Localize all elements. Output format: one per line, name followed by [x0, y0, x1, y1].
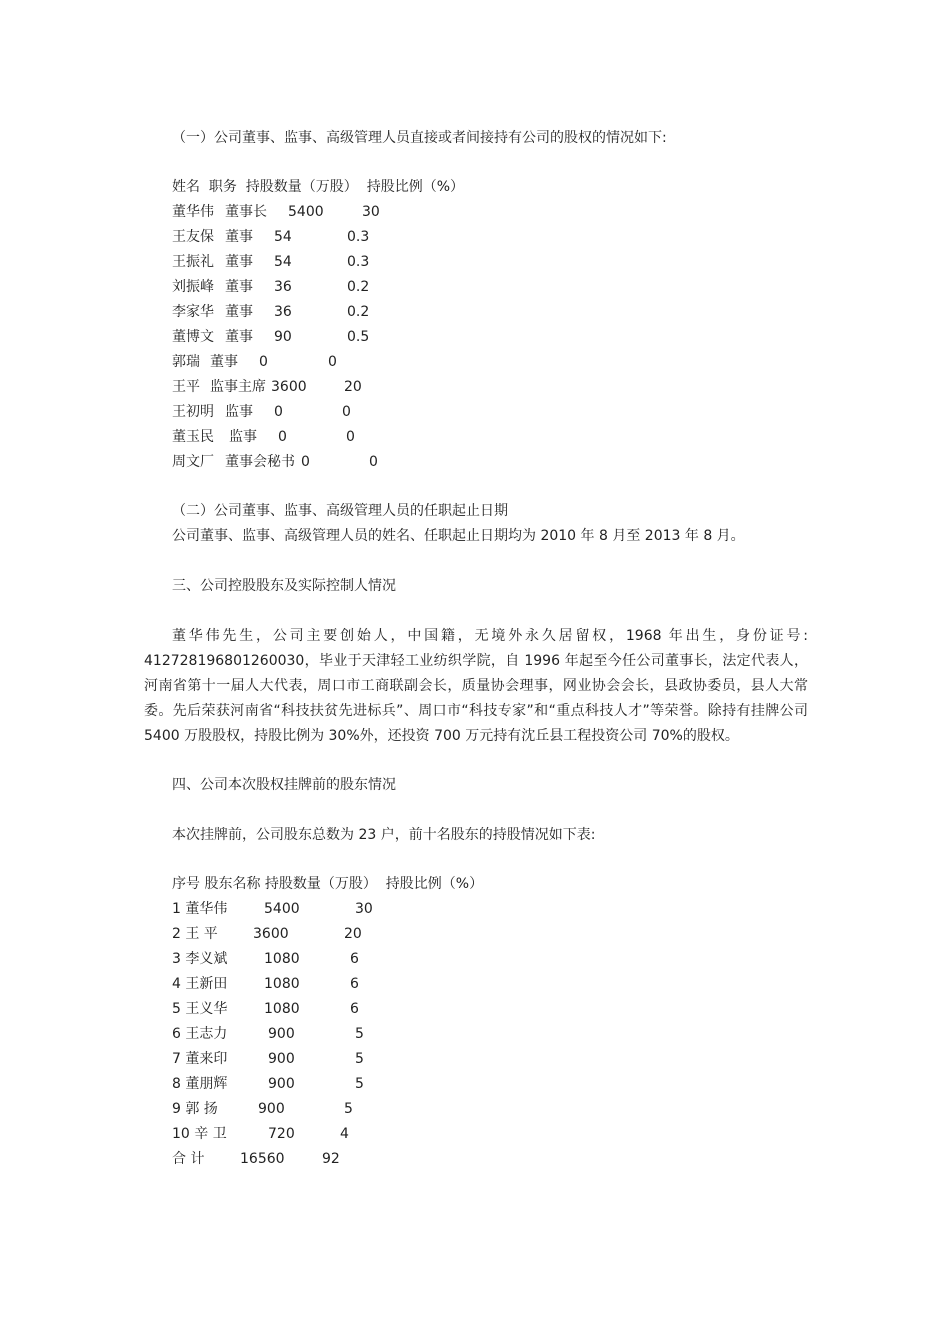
holder-name: 周文厂 [172, 454, 214, 470]
holder-role: 董事 [225, 254, 253, 270]
holder-role: 董事 [225, 329, 253, 345]
shareholder-shares: 1080 [264, 1001, 300, 1017]
shareholder-shares: 900 [268, 1026, 295, 1042]
holder-shares: 54 [274, 254, 292, 270]
shareholder-pct: 6 [350, 1001, 359, 1017]
holder-pct: 30 [362, 204, 380, 220]
section4-table-header: 序号 股东名称 持股数量（万股） 持股比例（%） [172, 876, 484, 892]
holder-pct: 0 [346, 429, 355, 445]
shareholder-pct: 6 [350, 976, 359, 992]
section4-heading: 四、公司本次股权挂牌前的股东情况 [172, 777, 396, 793]
shareholder-pct: 5 [355, 1051, 364, 1067]
holder-pct: 0.5 [347, 329, 370, 345]
holder-role: 董事 [210, 354, 238, 370]
shareholder-shares: 5400 [264, 901, 300, 917]
shareholder-pct: 5 [355, 1076, 364, 1092]
shareholder-shares: 3600 [253, 926, 289, 942]
holder-pct: 0.3 [347, 254, 370, 270]
holder-name: 董博文 [172, 329, 214, 345]
shareholder-shares: 720 [268, 1126, 295, 1142]
shareholder-shares: 1080 [264, 951, 300, 967]
holder-name: 王振礼 [172, 254, 214, 270]
shareholder-shares: 900 [268, 1076, 295, 1092]
total-shares: 16560 [240, 1151, 285, 1167]
shareholder-name: 7 董来印 [172, 1051, 228, 1067]
holder-name: 董华伟 [172, 204, 214, 220]
holder-shares: 0 [259, 354, 268, 370]
holder-role: 董事长 [225, 204, 267, 220]
section2-heading: （二）公司董事、监事、高级管理人员的任职起止日期 [172, 503, 508, 519]
holder-role: 监事主席 [210, 379, 266, 395]
holder-pct: 0.3 [347, 229, 370, 245]
holder-role: 监事 [229, 429, 257, 445]
holder-shares: 3600 [271, 379, 307, 395]
total-pct: 92 [322, 1151, 340, 1167]
shareholder-name: 4 王新田 [172, 976, 228, 992]
holder-role: 董事会秘书 [225, 454, 295, 470]
shareholder-shares: 900 [268, 1051, 295, 1067]
holder-name: 李家华 [172, 304, 214, 320]
holder-pct: 20 [344, 379, 362, 395]
shareholder-shares: 900 [258, 1101, 285, 1117]
holder-pct: 0.2 [347, 304, 370, 320]
shareholder-pct: 4 [340, 1126, 349, 1142]
holder-shares: 0 [278, 429, 287, 445]
shareholder-pct: 6 [350, 951, 359, 967]
shareholder-name: 6 王志力 [172, 1026, 228, 1042]
shareholder-name: 3 李义斌 [172, 951, 228, 967]
shareholder-pct: 20 [344, 926, 362, 942]
shareholder-name: 2 王 平 [172, 926, 218, 942]
holder-shares: 0 [301, 454, 310, 470]
holder-name: 王友保 [172, 229, 214, 245]
section3-heading: 三、公司控股股东及实际控制人情况 [172, 578, 396, 594]
holder-shares: 0 [274, 404, 283, 420]
shareholder-shares: 1080 [264, 976, 300, 992]
holder-pct: 0.2 [347, 279, 370, 295]
shareholder-pct: 5 [344, 1101, 353, 1117]
holder-shares: 90 [274, 329, 292, 345]
shareholder-name: 10 辛 卫 [172, 1126, 227, 1142]
shareholder-pct: 5 [355, 1026, 364, 1042]
holder-name: 董玉民 [172, 429, 214, 445]
holder-name: 王平 [172, 379, 200, 395]
shareholder-name: 5 王义华 [172, 1001, 228, 1017]
holder-pct: 0 [342, 404, 351, 420]
holder-shares: 5400 [288, 204, 324, 220]
holder-role: 监事 [225, 404, 253, 420]
holder-name: 郭瑞 [172, 354, 200, 370]
total-label: 合 计 [172, 1151, 205, 1167]
holder-name: 王初明 [172, 404, 214, 420]
section1-heading: （一）公司董事、监事、高级管理人员直接或者间接持有公司的股权的情况如下: [172, 130, 667, 146]
holder-role: 董事 [225, 304, 253, 320]
holder-pct: 0 [369, 454, 378, 470]
section4-intro: 本次挂牌前，公司股东总数为 23 户，前十名股东的持股情况如下表: [172, 827, 596, 843]
holder-shares: 54 [274, 229, 292, 245]
section2-text: 公司董事、监事、高级管理人员的姓名、任职起止日期均为 2010 年 8 月至 2013 年 8 月。 [172, 528, 745, 544]
shareholder-name: 9 郭 扬 [172, 1101, 218, 1117]
holder-shares: 36 [274, 279, 292, 295]
holder-role: 董事 [225, 279, 253, 295]
holder-pct: 0 [328, 354, 337, 370]
shareholder-name: 1 董华伟 [172, 901, 228, 917]
shareholder-pct: 30 [355, 901, 373, 917]
holder-shares: 36 [274, 304, 292, 320]
section1-table-header: 姓名 职务 持股数量（万股） 持股比例（%） [172, 179, 465, 195]
holder-name: 刘振峰 [172, 279, 214, 295]
section3-paragraph: 董华伟先生，公司主要创始人，中国籍，无境外永久居留权，1968 年出生，身份证号: 412728196801260030，毕业于天津轻工业纺织学院，自 1996 年起至今任公司董事长，法定代表人，河南省第十一届人大代表，周口市工商联副会长，质量协会理事，网业协会会长，县政协委员，县人大常委。先后荣获河南省“科技扶贫先进标兵”、周口市“科技专家”和“重点科技人才”等荣誉。除持有挂牌公司 5400 万股股权，持股比例为 30%外，还投资 700 万元持有沈丘县工程投资公司 70%的股权。 [144, 628, 808, 744]
shareholder-name: 8 董朋辉 [172, 1076, 228, 1092]
holder-role: 董事 [225, 229, 253, 245]
